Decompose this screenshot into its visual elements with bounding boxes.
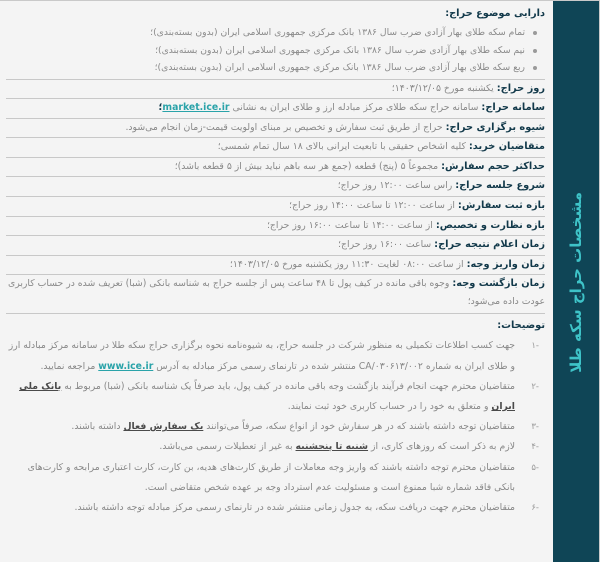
auction-system-value: سامانه حراج سکه طلای مرکز مبادله ارز و طلای ایران به نشانی (232, 102, 479, 114)
row-supervision-window (6, 217, 545, 237)
assets-section (6, 1, 545, 80)
note-text-suffix: به غیر از تعطیلات رسمی می‌باشد. (159, 441, 296, 453)
note-number: -۲ (531, 381, 539, 392)
result-time-label: زمان اعلام نتیجه حراج: (434, 239, 545, 251)
result-time-value: ساعت ۱۶:۰۰ روز حراج؛ (338, 239, 432, 251)
note-item (6, 377, 539, 417)
auction-day-value: یکشنبه مورخ ۱۴۰۳/۱۲/۰۵؛ (391, 82, 494, 94)
note-text: متقاضیان محترم توجه داشته باشند که واریز وجه معاملات از طریق کارت‌های هدیه، بن کارت، کارت اعتباری مرابحه و کارت‌های بانکی فاقد شماره شبا ممنوع است و مسئولیت عدم استرداد وجه بر عهده شخص متقاضی است. (27, 461, 515, 493)
note-text: متقاضیان محترم جهت انجام فرآیند بازگشت وجه باقی مانده در کیف پول، باید صرفاً یک شناسه بانکی (شبا) مربوط به (61, 380, 515, 392)
side-title-band (553, 1, 599, 562)
auction-system-label: سامانه حراج: (481, 102, 545, 114)
row-session-start (6, 177, 545, 197)
assets-list (6, 24, 545, 77)
note-emphasis: یک سفارش فعال (123, 421, 204, 433)
asset-item: تمام سکه طلای بهار آزادی ضرب سال ۱۳۸۶ بانک مرکزی جمهوری اسلامی ایران (بدون بسته‌بندی)؛ (6, 24, 525, 42)
order-window-value: از ساعت ۱۲:۰۰ تا ساعت ۱۴:۰۰ روز حراج؛ (289, 200, 455, 212)
note-item (6, 417, 539, 437)
note-item (6, 336, 539, 376)
applicants-label: متقاضیان خرید: (468, 141, 545, 153)
refund-time-label: زمان بازگشت وجه: (452, 278, 545, 290)
note-text-suffix: مراجعه نمایید. (40, 360, 99, 372)
session-start-value: راس ساعت ۱۲:۰۰ روز حراج؛ (337, 180, 453, 192)
note-number: -۳ (531, 422, 539, 433)
order-window-label: بازه ثبت سفارش: (457, 200, 545, 212)
row-auction-system (6, 99, 545, 119)
session-start-label: شروع جلسه حراج: (455, 180, 545, 192)
notes-list (6, 336, 545, 518)
note-text-suffix: و متعلق به خود را در حساب کاربری خود ثبت نمایند. (287, 401, 492, 413)
refund-time-value: وجوه باقی مانده در کیف پول تا ۴۸ ساعت پس از جلسه حراج به شناسه بانکی (شبا) تعریف شده در حساب کاربری عودت داده می‌شود؛ (7, 278, 545, 308)
row-order-window (6, 197, 545, 217)
auction-system-suffix: ؛ (158, 102, 163, 114)
row-auction-day (6, 80, 545, 100)
side-title: مشخصات حراج سکه طلا (567, 191, 585, 373)
max-order-value: مجموعاً ۵ (پنج) قطعه (جمع هر سه باهم نباید بیش از ۵ قطعه باشد)؛ (174, 160, 439, 172)
note-item (6, 498, 539, 518)
supervision-window-label: بازه نظارت و تخصیص: (435, 219, 545, 231)
note-text: جهت کسب اطلاعات تکمیلی به منظور شرکت در جلسه حراج، به شیوه‌نامه نحوه برگزاری حراج سکه طلا در سامانه مرکز مبادله ارز و طلای ایران به شماره CA/۰۳۰۶۱۳/۰۰۲ منتشر شده در تارنمای رسمی مرکز مبادله به آدرس (8, 340, 515, 372)
note-number: -۱ (531, 341, 539, 352)
row-max-order (6, 158, 545, 178)
note-item (6, 458, 539, 498)
applicants-value: کلیه اشخاص حقیقی با تابعیت ایرانی بالای ۱۸ سال تمام شمسی؛ (217, 141, 466, 153)
row-auction-method (6, 119, 545, 139)
note-number: -۶ (531, 503, 539, 514)
notes-section (6, 314, 545, 518)
row-applicants (6, 138, 545, 158)
payment-time-label: زمان واریز وجه: (466, 258, 545, 270)
note-number: -۵ (531, 462, 539, 473)
note-number: -۴ (531, 442, 539, 453)
note-emphasis: شنبه تا پنجشنبه (295, 441, 369, 453)
note-emphasis: بانک ملی ایران (19, 380, 515, 413)
note-text: متقاضیان توجه داشته باشند که در هر سفارش خود از انواع سکه، صرفاً می‌توانند (203, 421, 515, 433)
note-text: متقاضیان محترم جهت دریافت سکه، به جدول زمانی منتشر شده در تارنمای رسمی مرکز مبادله توجه داشته باشند. (74, 502, 515, 514)
auction-method-label: شیوه برگزاری حراج: (445, 121, 545, 133)
spec-content (0, 1, 553, 562)
payment-time-value: از ساعت ۰۸:۰۰ لغایت ۱۱:۳۰ روز یکشنبه مورخ ۱۴۰۳/۱۲/۰۵؛ (229, 258, 464, 270)
max-order-label: حداکثر حجم سفارش: (441, 160, 545, 172)
market-site-link[interactable]: market.ice.ir (162, 102, 230, 114)
row-result-time (6, 236, 545, 256)
auction-method-value: حراج از طریق ثبت سفارش و تخصیص بر مبنای اولویت قیمت-زمان انجام می‌شود. (125, 121, 443, 133)
row-payment-time (6, 256, 545, 276)
asset-item: ربع سکه طلای بهار آزادی ضرب سال ۱۳۸۶ بانک مرکزی جمهوری اسلامی ایران (بدون بسته‌بندی)؛ (6, 59, 525, 77)
asset-item: نیم سکه طلای بهار آزادی ضرب سال ۱۳۸۶ بانک مرکزی جمهوری اسلامی ایران (بدون بسته‌بندی)؛ (6, 42, 525, 60)
supervision-window-value: از ساعت ۱۴:۰۰ تا ساعت ۱۶:۰۰ روز حراج؛ (266, 219, 433, 231)
notes-label: توضیحات: (497, 320, 545, 332)
note-text: لازم به ذکر است که روزهای کاری، از (368, 441, 515, 453)
note-item (6, 437, 539, 457)
assets-label: دارایی موضوع حراج: (445, 8, 545, 19)
auction-day-label: روز حراج: (496, 82, 545, 94)
row-refund-time (6, 275, 545, 314)
note-text-suffix: داشته باشند. (71, 421, 124, 433)
ice-site-link[interactable]: www.ice.ir (98, 360, 154, 372)
